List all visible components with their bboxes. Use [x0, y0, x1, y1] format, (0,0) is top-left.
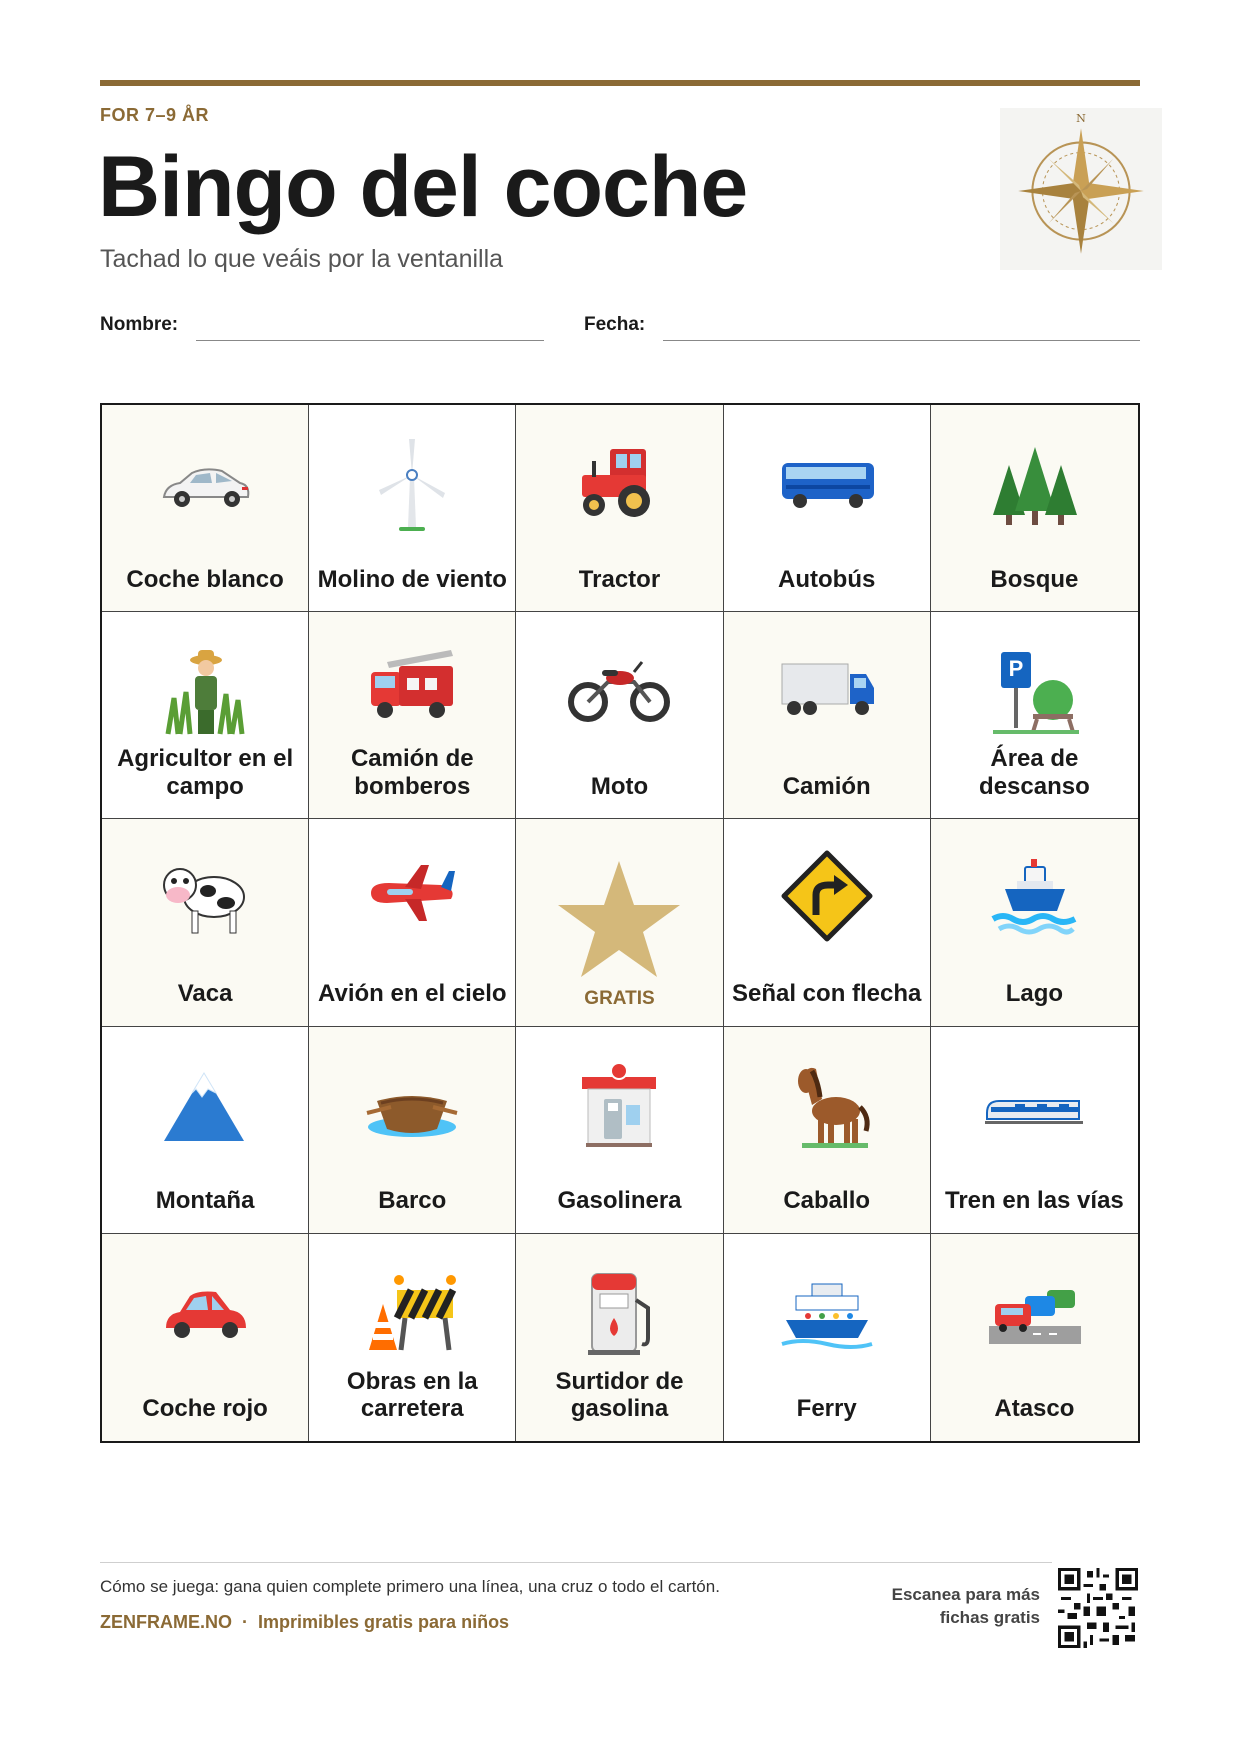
svg-text:N: N: [1076, 112, 1086, 126]
bingo-cell[interactable]: [516, 1027, 723, 1234]
cell-label: Caballo: [783, 1187, 871, 1215]
bingo-cell[interactable]: [931, 405, 1138, 612]
cell-label: Moto: [590, 772, 649, 800]
footer-brand: [100, 1612, 509, 1633]
bingo-cell[interactable]: [516, 612, 723, 819]
cow-icon: [150, 849, 260, 949]
ferry-icon: [772, 1264, 882, 1364]
bingo-cell[interactable]: [102, 1027, 309, 1234]
fuel-pump-icon: [564, 1264, 674, 1364]
svg-text:P: P: [1009, 656, 1024, 682]
train-icon: [979, 1057, 1089, 1157]
white-car-icon: [150, 435, 260, 535]
cell-label: Avión en el cielo: [318, 980, 507, 1007]
bingo-cell[interactable]: [931, 1027, 1138, 1234]
rowboat-icon: [357, 1057, 467, 1157]
horse-icon: [772, 1057, 882, 1157]
bingo-cell[interactable]: [309, 405, 516, 612]
bingo-cell[interactable]: [724, 819, 931, 1026]
bingo-cell[interactable]: [931, 612, 1138, 819]
airplane-icon: [357, 849, 467, 949]
lake-boat-icon: [979, 849, 1089, 949]
bingo-cell[interactable]: [724, 1027, 931, 1234]
scan-note: [892, 1584, 1040, 1630]
name-date-fields: [100, 314, 1140, 344]
arrow-sign-icon: [772, 849, 882, 949]
free-cell[interactable]: [516, 819, 723, 1026]
site-link[interactable]: ZENFRAME.NO: [100, 1612, 232, 1632]
bingo-cell[interactable]: [931, 1234, 1138, 1441]
cell-label: Vaca: [177, 980, 233, 1007]
cell-label: Gasolinera: [557, 1187, 682, 1215]
scan-line-1: Escanea para más: [891, 1585, 1040, 1604]
bingo-cell[interactable]: [516, 1234, 723, 1441]
bingo-cell[interactable]: [102, 405, 309, 612]
date-label: Fecha:: [584, 314, 646, 335]
cell-label: Tractor: [578, 565, 661, 593]
bingo-cell[interactable]: [516, 405, 723, 612]
bingo-grid: [100, 403, 1140, 1443]
cell-label: Camión: [782, 772, 871, 800]
free-label: GRATIS: [584, 987, 655, 1009]
cell-label: Obras en la carretera: [346, 1367, 478, 1423]
bingo-cell[interactable]: [931, 819, 1138, 1026]
separator: ·: [242, 1612, 248, 1632]
cell-label: Barco: [378, 1187, 447, 1215]
cell-label: Señal con flecha: [731, 980, 922, 1007]
cell-label: Molino de viento: [317, 565, 507, 593]
bingo-cell[interactable]: [724, 612, 931, 819]
cell-label: Montaña: [155, 1187, 255, 1215]
compass-icon: [1000, 108, 1162, 270]
rest-area-icon: [979, 642, 1089, 742]
bingo-cell[interactable]: [724, 1234, 931, 1441]
tagline: Imprimibles gratis para niños: [258, 1612, 510, 1632]
farmer-icon: [150, 642, 260, 742]
bingo-cell[interactable]: [724, 405, 931, 612]
cell-label: Ferry: [796, 1395, 857, 1423]
cell-label: Tren en las vías: [945, 1187, 1124, 1215]
how-to-play: Cómo se juega: gana quien complete primero una línea, una cruz o todo el cartón.: [100, 1577, 720, 1596]
fire-truck-icon: [357, 642, 467, 742]
bingo-cell[interactable]: [102, 612, 309, 819]
top-rule: [100, 80, 1140, 86]
page-subtitle: Tachad lo que veáis por la ventanilla: [100, 245, 504, 273]
cell-label: Surtidor de gasolina: [555, 1367, 684, 1423]
name-field[interactable]: [196, 340, 544, 341]
date-field[interactable]: [663, 340, 1140, 341]
cell-label: Lago: [1005, 980, 1064, 1007]
forest-icon: [979, 435, 1089, 535]
age-label: FOR 7–9 ÅR: [100, 105, 210, 125]
cell-label: Agricultor en el campo: [117, 745, 294, 800]
red-car-icon: [150, 1264, 260, 1364]
cell-label: Atasco: [994, 1395, 1075, 1423]
roadworks-icon: [357, 1264, 467, 1364]
name-label: Nombre:: [100, 314, 179, 335]
truck-icon: [772, 642, 882, 742]
cell-label: Área de descanso: [979, 745, 1090, 800]
qr-code-icon[interactable]: [1058, 1568, 1138, 1648]
bingo-cell[interactable]: [309, 612, 516, 819]
windmill-icon: [357, 435, 467, 535]
bingo-cell[interactable]: [102, 1234, 309, 1441]
gas-station-icon: [564, 1057, 674, 1157]
bingo-cell[interactable]: [309, 1027, 516, 1234]
bus-icon: [772, 435, 882, 535]
cell-label: Coche rojo: [142, 1395, 268, 1423]
scan-line-2: fichas gratis: [939, 1607, 1040, 1627]
bingo-cell[interactable]: [309, 819, 516, 1026]
footer-divider: [100, 1562, 1052, 1563]
page-title: Bingo del coche: [98, 139, 748, 235]
cell-label: Coche blanco: [126, 565, 284, 593]
star-icon: [554, 857, 684, 987]
cell-label: Bosque: [990, 565, 1079, 593]
bingo-cell[interactable]: [309, 1234, 516, 1441]
tractor-icon: [564, 435, 674, 535]
motorcycle-icon: [564, 642, 674, 742]
traffic-jam-icon: [979, 1264, 1089, 1364]
cell-label: Autobús: [778, 565, 876, 593]
mountain-icon: [150, 1057, 260, 1157]
bingo-cell[interactable]: [102, 819, 309, 1026]
cell-label: Camión de bomberos: [350, 745, 474, 800]
